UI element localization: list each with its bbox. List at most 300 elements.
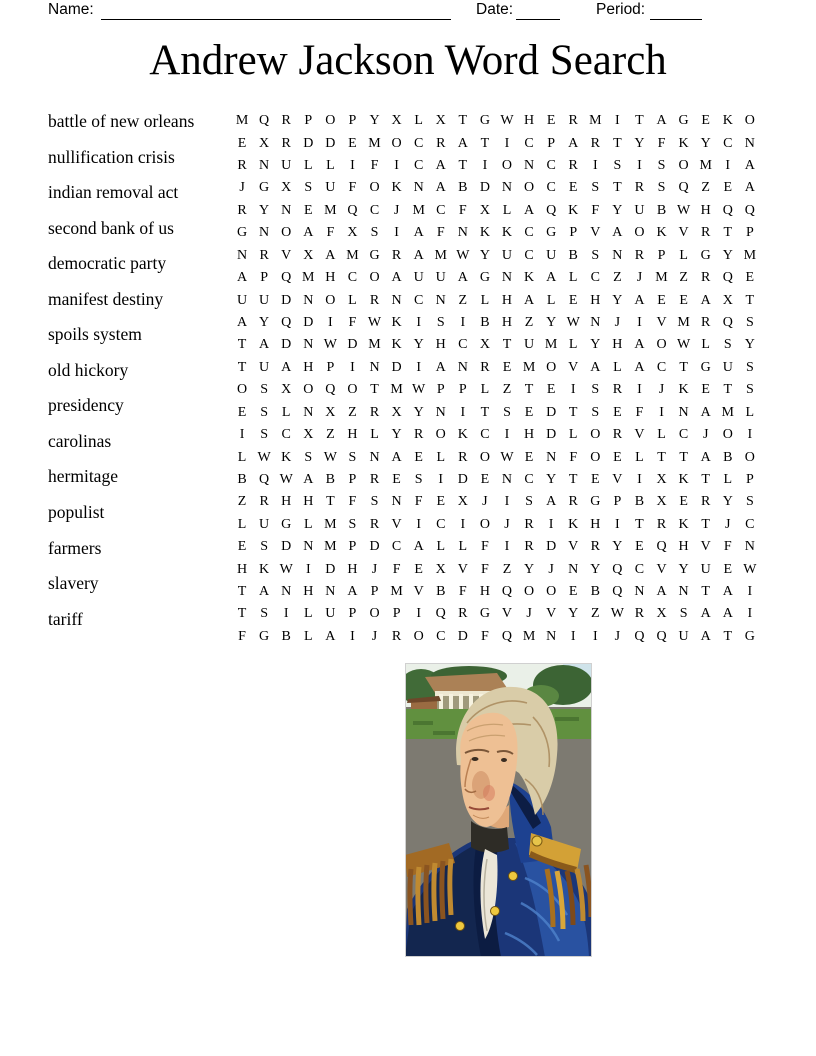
- grid-letter: N: [435, 292, 446, 308]
- grid-letter: N: [259, 225, 270, 241]
- grid-letter: M: [699, 158, 712, 174]
- grid-letter: U: [281, 158, 292, 174]
- grid-letter: M: [390, 584, 403, 600]
- grid-letter: I: [637, 471, 642, 487]
- grid-letter: H: [325, 270, 336, 286]
- grid-letter: O: [391, 135, 402, 151]
- grid-letter: W: [279, 471, 293, 487]
- grid-letter: N: [457, 225, 468, 241]
- grid-letter: M: [346, 247, 359, 263]
- grid-letter: T: [237, 584, 247, 600]
- grid-letter: L: [303, 606, 313, 622]
- grid-letter: V: [281, 247, 292, 263]
- grid-letter: G: [546, 225, 557, 241]
- grid-letter: F: [481, 539, 489, 555]
- grid-letter: L: [370, 427, 379, 443]
- word-item: democratic party: [48, 253, 167, 274]
- grid-letter: C: [436, 202, 446, 218]
- grid-letter: W: [257, 449, 271, 465]
- grid-letter: C: [391, 539, 402, 555]
- grid-letter: V: [700, 539, 711, 555]
- grid-letter: A: [722, 606, 733, 622]
- grid-letter: I: [416, 315, 421, 330]
- grid-letter: I: [416, 606, 421, 622]
- grid-letter: T: [635, 516, 644, 532]
- grid-letter: X: [391, 404, 402, 420]
- name-input-line[interactable]: [101, 3, 451, 20]
- grid-letter: V: [568, 539, 579, 555]
- grid-letter: M: [368, 135, 381, 151]
- grid-letter: J: [614, 315, 621, 330]
- grid-letter: I: [570, 382, 576, 398]
- grid-letter: U: [325, 606, 336, 622]
- grid-letter: O: [523, 180, 535, 196]
- grid-letter: M: [544, 337, 558, 353]
- period-label: Period:: [596, 1, 646, 18]
- grid-letter: I: [637, 315, 642, 330]
- grid-letter: T: [613, 180, 622, 196]
- grid-letter: V: [501, 606, 513, 622]
- grid-letter: I: [460, 404, 466, 420]
- grid-letter: W: [610, 606, 624, 622]
- word-item: spoils system: [48, 324, 142, 345]
- grid-letter: Q: [501, 584, 513, 600]
- grid-letter: Z: [237, 494, 247, 510]
- grid-letter: W: [323, 337, 337, 353]
- grid-letter: E: [414, 449, 423, 465]
- grid-letter: K: [722, 113, 733, 129]
- grid-letter: V: [634, 427, 645, 443]
- grid-letter: L: [480, 292, 490, 308]
- grid-letter: N: [303, 404, 314, 420]
- grid-letter: E: [723, 561, 733, 577]
- grid-letter: S: [591, 382, 600, 398]
- grid-letter: X: [656, 471, 667, 487]
- grid-letter: C: [634, 561, 645, 577]
- grid-letter: S: [591, 180, 600, 196]
- grid-letter: L: [326, 158, 335, 174]
- grid-letter: A: [656, 113, 667, 129]
- grid-letter: X: [347, 225, 358, 241]
- grid-letter: J: [658, 382, 665, 398]
- grid-letter: D: [347, 337, 358, 353]
- grid-letter: V: [546, 606, 557, 622]
- grid-letter: R: [237, 158, 247, 174]
- grid-letter: E: [568, 180, 578, 196]
- andrew-jackson-portrait: [405, 663, 592, 957]
- grid-letter: E: [237, 135, 247, 151]
- grid-letter: I: [283, 606, 289, 622]
- grid-letter: Z: [591, 606, 600, 622]
- grid-letter: C: [480, 427, 490, 443]
- grid-letter: U: [700, 561, 711, 577]
- grid-letter: E: [723, 180, 733, 196]
- grid-letter: A: [413, 247, 424, 263]
- grid-letter: W: [367, 315, 382, 330]
- grid-letter: C: [524, 247, 534, 263]
- grid-letter: Z: [701, 180, 710, 196]
- grid-letter: T: [679, 359, 688, 375]
- grid-letter: G: [281, 516, 292, 532]
- grid-letter: O: [546, 359, 557, 375]
- grid-letter: K: [501, 225, 513, 241]
- grid-letter: A: [303, 471, 314, 487]
- grid-letter: G: [259, 180, 270, 196]
- grid-letter: Q: [281, 270, 292, 286]
- grid-letter: K: [568, 516, 579, 532]
- grid-letter: C: [347, 270, 358, 286]
- grid-letter: S: [414, 471, 423, 487]
- grid-letter: U: [259, 516, 270, 532]
- grid-letter: R: [701, 315, 711, 330]
- grid-letter: R: [524, 516, 534, 532]
- grid-letter: C: [524, 135, 534, 151]
- grid-letter: Q: [744, 202, 755, 218]
- grid-letter: B: [634, 494, 645, 510]
- grid-letter: Y: [612, 539, 623, 555]
- grid-letter: T: [568, 404, 578, 420]
- grid-letter: P: [745, 225, 754, 241]
- grid-letter: X: [722, 292, 733, 308]
- grid-letter: W: [566, 315, 580, 330]
- rosy-cheek: [483, 785, 495, 801]
- grid-letter: O: [678, 158, 689, 174]
- grid-letter: L: [502, 202, 512, 218]
- grid-letter: X: [479, 337, 490, 353]
- grid-letter: Q: [612, 584, 623, 600]
- word-item: battle of new orleans: [48, 111, 195, 131]
- grid-letter: E: [392, 471, 401, 487]
- grid-letter: A: [744, 158, 755, 174]
- grid-letter: J: [702, 427, 709, 443]
- grid-letter: C: [436, 516, 446, 532]
- grid-letter: S: [591, 404, 600, 420]
- grid-letter: J: [371, 628, 378, 644]
- grid-letter: X: [281, 382, 292, 398]
- grid-letter: V: [656, 315, 667, 330]
- grid-letter: E: [568, 584, 578, 600]
- grid-letter: Y: [744, 337, 755, 353]
- grid-letter: I: [482, 158, 488, 174]
- grid-letter: T: [723, 225, 733, 241]
- grid-letter: H: [347, 561, 358, 577]
- grid-letter: R: [281, 135, 291, 151]
- grid-letter: V: [612, 471, 623, 487]
- grid-letter: I: [460, 516, 466, 532]
- grid-letter: I: [416, 516, 421, 532]
- grid-letter: A: [236, 315, 248, 330]
- grid-letter: A: [700, 449, 711, 465]
- grid-letter: T: [701, 584, 710, 600]
- grid-letter: J: [371, 561, 378, 577]
- grid-letter: T: [635, 113, 644, 129]
- grid-letter: L: [458, 539, 468, 555]
- grid-letter: Z: [348, 404, 357, 420]
- grid-letter: Y: [678, 561, 689, 577]
- grid-letter: I: [570, 628, 576, 644]
- grid-letter: R: [281, 113, 291, 129]
- grid-letter: E: [701, 113, 710, 129]
- grid-letter: K: [656, 225, 667, 241]
- right-eye: [501, 758, 507, 762]
- grid-letter: S: [436, 315, 445, 330]
- grid-letter: H: [612, 337, 623, 353]
- grid-letter: W: [456, 247, 470, 263]
- grid-letter: A: [722, 584, 733, 600]
- epaulette-button: [532, 836, 542, 846]
- grid-letter: L: [303, 158, 313, 174]
- grid-letter: H: [236, 561, 248, 577]
- grid-letter: C: [546, 158, 556, 174]
- grid-letter: N: [303, 539, 314, 555]
- grid-letter: P: [260, 270, 269, 286]
- grid-letter: R: [413, 427, 424, 443]
- grid-letter: A: [435, 359, 446, 375]
- grid-letter: N: [369, 449, 380, 465]
- period-input-line[interactable]: [650, 3, 702, 20]
- grid-letter: E: [613, 449, 622, 465]
- grid-letter: U: [634, 202, 645, 218]
- grid-letter: S: [348, 449, 357, 465]
- grid-letter: Y: [413, 337, 424, 353]
- grid-letter: I: [328, 315, 333, 330]
- grid-letter: F: [414, 494, 423, 510]
- grid-letter: A: [634, 337, 645, 353]
- grid-letter: K: [568, 202, 579, 218]
- grid-letter: F: [635, 404, 644, 420]
- grid-letter: L: [436, 539, 446, 555]
- grid-letter: V: [568, 359, 579, 375]
- grid-letter: R: [568, 494, 578, 510]
- grid-letter: I: [350, 359, 355, 375]
- grid-letter: D: [281, 539, 292, 555]
- grid-letter: I: [394, 225, 399, 241]
- grid-letter: F: [481, 561, 489, 577]
- grid-letter: L: [568, 337, 578, 353]
- grid-letter: R: [369, 516, 380, 532]
- grid-letter: G: [259, 628, 270, 644]
- grid-letter: D: [303, 135, 314, 151]
- grid-letter: E: [591, 471, 600, 487]
- grid-letter: N: [413, 180, 424, 196]
- grid-letter: V: [457, 561, 468, 577]
- grid-letter: Q: [634, 628, 645, 644]
- grid-letter: A: [634, 359, 645, 375]
- grid-letter: L: [568, 427, 578, 443]
- grid-letter: A: [236, 270, 248, 286]
- grid-letter: Y: [722, 247, 733, 263]
- grid-letter: A: [413, 225, 424, 241]
- grid-letter: A: [568, 135, 579, 151]
- grid-letter: D: [325, 135, 336, 151]
- grid-letter: C: [524, 471, 534, 487]
- grid-letter: S: [745, 359, 754, 375]
- grid-letter: J: [504, 516, 510, 532]
- grid-letter: T: [370, 382, 379, 398]
- grid-letter: E: [745, 270, 755, 286]
- grid-letter: I: [637, 158, 642, 174]
- grid-letter: E: [524, 449, 534, 465]
- word-item: populist: [48, 502, 105, 523]
- grid-letter: N: [678, 584, 689, 600]
- grid-letter: A: [700, 628, 711, 644]
- grid-letter: M: [324, 202, 337, 218]
- grid-letter: S: [348, 516, 357, 532]
- grid-letter: V: [413, 584, 424, 600]
- grid-letter: L: [635, 449, 644, 465]
- grid-letter: H: [435, 337, 446, 353]
- grid-letter: O: [303, 382, 314, 398]
- grid-letter: U: [546, 247, 557, 263]
- grid-letter: I: [548, 516, 554, 532]
- grid-letter: T: [745, 292, 755, 308]
- letter-grid: [231, 110, 761, 648]
- grid-letter: C: [723, 135, 733, 151]
- grid-letter: B: [568, 247, 578, 263]
- grid-letter: Q: [259, 471, 270, 487]
- grid-letter: F: [481, 628, 489, 644]
- grid-letter: T: [237, 359, 247, 375]
- date-label: Date:: [476, 1, 514, 18]
- grid-letter: R: [590, 539, 600, 555]
- grid-letter: I: [637, 382, 642, 398]
- grid-letter: U: [236, 292, 248, 308]
- grid-letter: N: [634, 584, 645, 600]
- grid-letter: Y: [590, 561, 601, 577]
- grid-letter: Z: [524, 315, 534, 330]
- grid-letter: Z: [326, 427, 335, 443]
- grid-letter: S: [260, 382, 269, 398]
- grid-letter: B: [436, 584, 446, 600]
- grid-letter: T: [480, 404, 490, 420]
- grid-letter: O: [325, 292, 336, 308]
- grid-letter: F: [569, 449, 578, 465]
- grid-letter: N: [501, 471, 513, 487]
- grid-letter: I: [239, 427, 245, 443]
- grid-letter: S: [745, 382, 754, 398]
- grid-letter: M: [589, 113, 602, 129]
- grid-letter: Q: [722, 315, 733, 330]
- grid-letter: J: [725, 516, 731, 532]
- grid-letter: K: [678, 471, 689, 487]
- grid-letter: R: [612, 427, 623, 443]
- grid-letter: N: [236, 247, 248, 263]
- grid-letter: J: [548, 561, 554, 577]
- grid-letter: Y: [722, 494, 733, 510]
- grid-letter: D: [457, 471, 468, 487]
- grid-letter: F: [591, 202, 600, 218]
- grid-letter: I: [504, 539, 510, 555]
- grid-letter: O: [546, 584, 557, 600]
- grid-letter: N: [744, 135, 755, 151]
- grid-letter: N: [303, 337, 314, 353]
- grid-letter: Q: [722, 202, 733, 218]
- grid-letter: R: [369, 471, 380, 487]
- grid-letter: T: [237, 606, 247, 622]
- grid-letter: N: [435, 404, 446, 420]
- grid-letter: T: [723, 382, 733, 398]
- grid-letter: H: [303, 359, 314, 375]
- grid-letter: A: [259, 584, 270, 600]
- grid-letter: V: [656, 561, 667, 577]
- left-eye: [472, 757, 479, 761]
- grid-letter: S: [723, 337, 732, 353]
- grid-letter: Y: [612, 292, 623, 308]
- grid-letter: N: [501, 180, 513, 196]
- grid-letter: N: [369, 359, 380, 375]
- grid-letter: H: [700, 202, 711, 218]
- grid-letter: T: [568, 471, 578, 487]
- grid-letter: Y: [413, 404, 424, 420]
- grid-letter: T: [502, 337, 512, 353]
- grid-letter: H: [501, 292, 513, 308]
- grid-letter: P: [436, 382, 445, 398]
- grid-letter: X: [457, 494, 468, 510]
- grid-letter: C: [745, 516, 755, 532]
- grid-letter: C: [590, 270, 600, 286]
- grid-letter: R: [634, 606, 645, 622]
- word-item: slavery: [48, 573, 99, 594]
- grid-letter: U: [259, 359, 270, 375]
- grid-letter: A: [281, 359, 292, 375]
- grid-letter: C: [436, 628, 446, 644]
- grid-letter: D: [325, 561, 336, 577]
- grid-letter: E: [303, 202, 313, 218]
- grid-letter: Z: [458, 292, 468, 308]
- grid-letter: J: [636, 270, 643, 286]
- grid-letter: Y: [523, 561, 535, 577]
- grid-letter: C: [413, 158, 424, 174]
- grid-letter: T: [524, 382, 534, 398]
- grid-letter: K: [678, 516, 689, 532]
- grid-letter: Q: [722, 270, 733, 286]
- grid-letter: Y: [391, 427, 402, 443]
- grid-letter: X: [656, 494, 667, 510]
- grid-letter: G: [479, 270, 490, 286]
- grid-letter: P: [304, 113, 313, 129]
- grid-letter: U: [435, 270, 446, 286]
- grid-letter: Q: [259, 113, 270, 129]
- grid-letter: R: [524, 539, 534, 555]
- grid-letter: B: [458, 180, 468, 196]
- grid-letter: P: [547, 135, 556, 151]
- grid-letter: S: [745, 494, 754, 510]
- word-item: hermitage: [48, 466, 118, 487]
- grid-letter: L: [657, 427, 666, 443]
- date-input-line[interactable]: [516, 3, 560, 20]
- grid-letter: L: [281, 404, 291, 420]
- page-title: Andrew Jackson Word Search: [149, 37, 667, 84]
- word-item: tariff: [48, 608, 83, 629]
- grid-letter: O: [236, 382, 248, 398]
- grid-letter: R: [612, 382, 623, 398]
- grid-letter: Y: [546, 315, 557, 330]
- grid-letter: A: [391, 270, 402, 286]
- grid-letter: I: [504, 494, 510, 510]
- grid-letter: S: [304, 180, 313, 196]
- grid-letter: P: [458, 382, 467, 398]
- grid-letter: L: [568, 270, 578, 286]
- grid-letter: S: [525, 494, 533, 510]
- grid-letter: Q: [546, 202, 557, 218]
- grid-letter: A: [435, 158, 446, 174]
- grid-letter: C: [524, 225, 534, 241]
- grid-letter: I: [592, 628, 598, 644]
- grid-letter: R: [480, 359, 490, 375]
- grid-letter: B: [590, 584, 600, 600]
- grid-letter: Q: [612, 561, 623, 577]
- grid-letter: V: [391, 516, 402, 532]
